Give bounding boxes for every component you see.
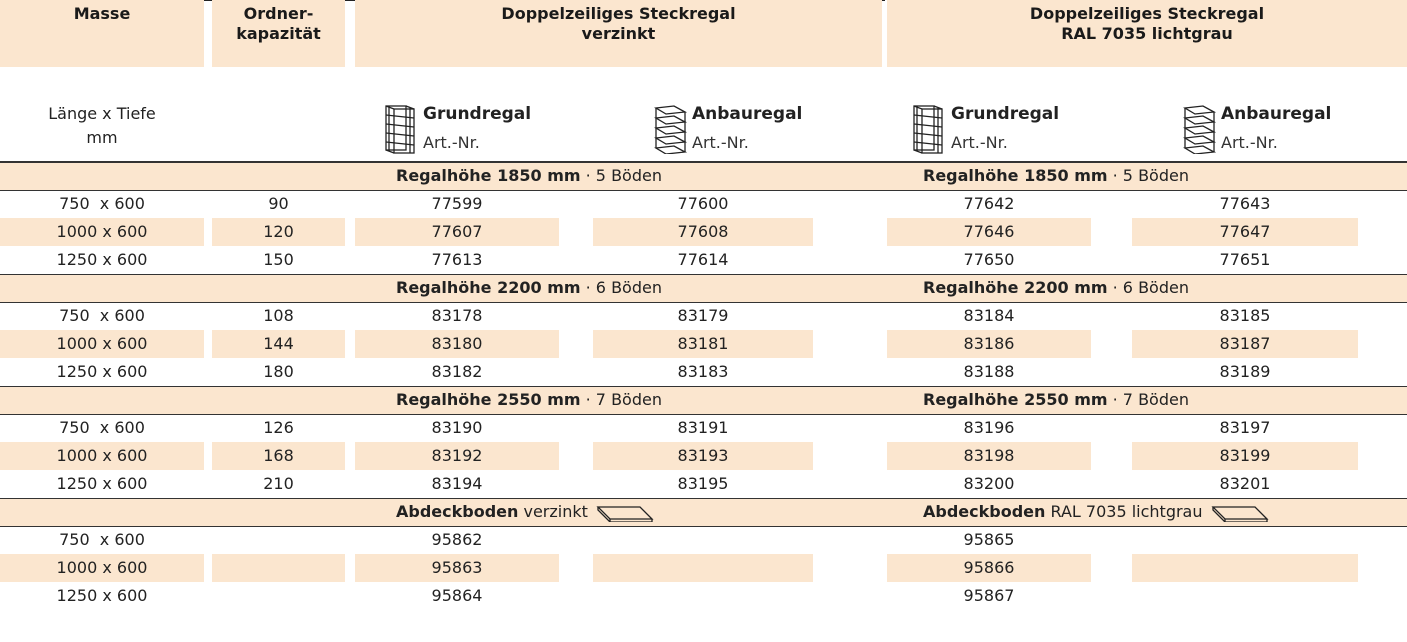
table-cell-g2: 95866 xyxy=(963,558,1015,577)
table-cell-a1: 83191 xyxy=(677,418,729,437)
table-cell-cap: 108 xyxy=(263,306,294,325)
table-cell-g1: 95864 xyxy=(431,586,483,605)
table-cell-a2 xyxy=(1132,582,1358,610)
table-cell-a1: 83181 xyxy=(677,334,729,353)
section-title-right: Regalhöhe 2200 mm · 6 Böden xyxy=(923,278,1189,297)
table-cell-g2: 83198 xyxy=(963,446,1015,465)
table-cell-g2: 83186 xyxy=(963,334,1015,353)
header-group-verzinkt xyxy=(355,0,882,67)
col-grundregal xyxy=(383,104,583,160)
table-cell-a2 xyxy=(1132,554,1358,582)
table-cell-a1: 83193 xyxy=(677,446,729,465)
table-cell-g1: 83194 xyxy=(431,474,483,493)
section-title-left: Abdeckboden verzinkt xyxy=(396,498,654,526)
table-cell-a1: 83183 xyxy=(677,362,729,381)
table-cell-a1: 77608 xyxy=(677,222,729,241)
table-cell-g1: 77599 xyxy=(431,194,483,213)
rule xyxy=(0,274,1407,275)
table-cell-g1: 77613 xyxy=(431,250,483,269)
table-cell-a1: 77600 xyxy=(677,194,729,213)
shelf-frame-icon xyxy=(911,104,945,154)
table-cell-a2: 77647 xyxy=(1219,222,1271,241)
artnr-label: Art.-Nr. xyxy=(1221,133,1278,152)
table-cell-a2: 83201 xyxy=(1219,474,1271,493)
table-cell-cap: 144 xyxy=(263,334,294,353)
table-cell-a2: 83189 xyxy=(1219,362,1271,381)
table-cell-g2: 77650 xyxy=(963,250,1015,269)
table-cell-g1: 83190 xyxy=(431,418,483,437)
rule xyxy=(0,162,1407,163)
section-band xyxy=(0,162,1407,190)
anbauregal-label: Anbauregal xyxy=(1221,104,1332,124)
table-cell-a2 xyxy=(1132,526,1358,554)
table-cell-g2: 77646 xyxy=(963,222,1015,241)
rule xyxy=(0,386,1407,387)
section-title-right: Regalhöhe 2550 mm · 7 Böden xyxy=(923,390,1189,409)
table-cell-a2: 77651 xyxy=(1219,250,1271,269)
section-title-right: Abdeckboden RAL 7035 lichtgrau xyxy=(923,498,1269,526)
artnr-label: Art.-Nr. xyxy=(423,133,480,152)
table-cell-size: 1000 x 600 xyxy=(56,334,148,353)
table-cell-cap xyxy=(212,554,345,582)
table-cell-g2: 95867 xyxy=(963,586,1015,605)
table-cell-size: 1250 x 600 xyxy=(56,250,148,269)
table-cell-a1 xyxy=(593,526,813,554)
table-cell-cap: 180 xyxy=(263,362,294,381)
header-group1-line1: Doppelzeiliges Steckregal xyxy=(501,4,736,23)
section-title-left: Regalhöhe 2200 mm · 6 Böden xyxy=(396,278,662,297)
table-cell-g2: 83200 xyxy=(963,474,1015,493)
table-cell-cap: 150 xyxy=(263,250,294,269)
header-ordner-line2: kapazität xyxy=(236,24,321,43)
table-cell-size: 750 x 600 xyxy=(59,194,145,213)
table-cell-cap: 126 xyxy=(263,418,294,437)
anbauregal-label: Anbauregal xyxy=(692,104,803,124)
header-group1-line2: verzinkt xyxy=(581,24,656,43)
table-cell-g2: 83184 xyxy=(963,306,1015,325)
header-ordner-line1: Ordner- xyxy=(243,4,314,23)
table-cell-g1: 83180 xyxy=(431,334,483,353)
table-cell-g1: 77607 xyxy=(431,222,483,241)
table-cell-a1 xyxy=(593,582,813,610)
grundregal-label: Grundregal xyxy=(951,104,1060,124)
table-cell-size: 1250 x 600 xyxy=(56,586,148,605)
table-cell-a2: 83199 xyxy=(1219,446,1271,465)
table-cell-a1 xyxy=(593,554,813,582)
section-band xyxy=(0,274,1407,302)
table-cell-size: 750 x 600 xyxy=(59,306,145,325)
table-cell-g2: 83188 xyxy=(963,362,1015,381)
table-cell-a1: 77614 xyxy=(677,250,729,269)
table-cell-g1: 83192 xyxy=(431,446,483,465)
dims-label xyxy=(0,102,204,150)
header-masse-label: Masse xyxy=(73,4,131,23)
table-cell-a1: 83195 xyxy=(677,474,729,493)
shelf-addon-icon xyxy=(1181,104,1217,154)
section-title-left: Regalhöhe 2550 mm · 7 Böden xyxy=(396,390,662,409)
header-ordner xyxy=(212,0,345,67)
col-grundregal xyxy=(911,104,1111,160)
table-cell-size: 1000 x 600 xyxy=(56,222,148,241)
table-cell-size: 1000 x 600 xyxy=(56,558,148,577)
table-cell-cap xyxy=(212,582,345,610)
dims-line1: Länge x Tiefe xyxy=(48,104,156,123)
col-anbauregal xyxy=(1181,104,1381,160)
table-cell-a2: 83185 xyxy=(1219,306,1271,325)
table-cell-a2: 77643 xyxy=(1219,194,1271,213)
col-anbauregal xyxy=(652,104,852,160)
table-cell-cap: 90 xyxy=(268,194,289,213)
grundregal-label: Grundregal xyxy=(423,104,532,124)
cover-plate-icon xyxy=(588,502,654,521)
header-masse xyxy=(0,0,204,67)
header-group2-line1: Doppelzeiliges Steckregal xyxy=(1029,4,1265,23)
table-cell-size: 750 x 600 xyxy=(59,530,145,549)
table-cell-g1: 95862 xyxy=(431,530,483,549)
table-cell-cap: 168 xyxy=(263,446,294,465)
table-cell-size: 1250 x 600 xyxy=(56,474,148,493)
table-cell-cap xyxy=(212,526,345,554)
header-group-lichtgrau xyxy=(887,0,1407,67)
table-cell-a2: 83197 xyxy=(1219,418,1271,437)
section-title-right: Regalhöhe 1850 mm · 5 Böden xyxy=(923,166,1189,185)
table-cell-size: 750 x 600 xyxy=(59,418,145,437)
table-cell-a1: 83179 xyxy=(677,306,729,325)
shelf-addon-icon xyxy=(652,104,688,154)
section-title-left: Regalhöhe 1850 mm · 5 Böden xyxy=(396,166,662,185)
dims-line2: mm xyxy=(86,128,118,147)
table-cell-size: 1000 x 600 xyxy=(56,446,148,465)
table-cell-a2: 83187 xyxy=(1219,334,1271,353)
table-cell-size: 1250 x 600 xyxy=(56,362,148,381)
section-band xyxy=(0,386,1407,414)
table-cell-g2: 83196 xyxy=(963,418,1015,437)
artnr-label: Art.-Nr. xyxy=(692,133,749,152)
artnr-label: Art.-Nr. xyxy=(951,133,1008,152)
table-cell-cap: 210 xyxy=(263,474,294,493)
table-cell-g1: 83182 xyxy=(431,362,483,381)
table-cell-g1: 95863 xyxy=(431,558,483,577)
table-cell-g2: 77642 xyxy=(963,194,1015,213)
cover-plate-icon xyxy=(1203,502,1269,521)
shelf-frame-icon xyxy=(383,104,417,154)
table-cell-g2: 95865 xyxy=(963,530,1015,549)
header-group2-line2: RAL 7035 lichtgrau xyxy=(1061,24,1233,43)
table-cell-g1: 83178 xyxy=(431,306,483,325)
table-cell-cap: 120 xyxy=(263,222,294,241)
